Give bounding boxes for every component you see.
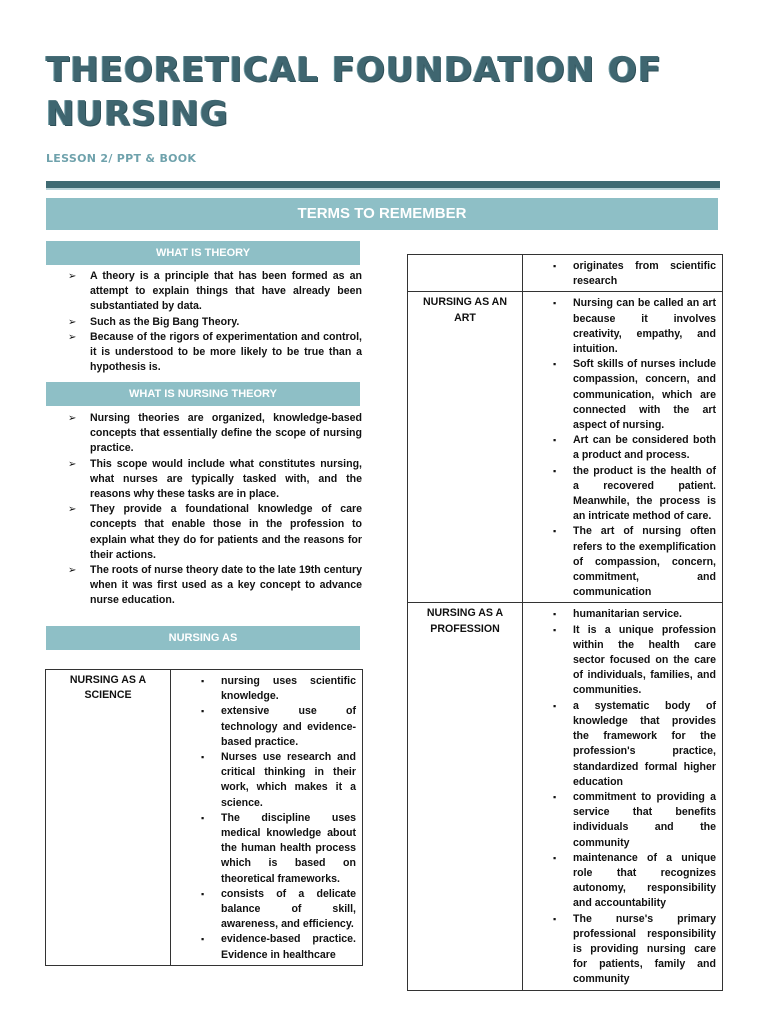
list-item: ▪ Art can be considered both a product and process. <box>527 433 718 463</box>
continued-label <box>408 255 523 292</box>
nursing-as-header: NURSING AS <box>46 626 360 650</box>
continued-cell <box>523 255 723 292</box>
table-row <box>408 603 723 990</box>
list-item: ➢ They provide a foundational knowledge of care concepts that enable those in the profession to explain what they do for patients and the reasons for their actions. <box>46 502 362 563</box>
title-line-2: NURSING <box>46 94 229 134</box>
list-item: ▪ It is a unique profession within the health care sector focused on the care of individuals, families, and communities. <box>527 623 718 699</box>
science-label: NURSING AS A SCIENCE <box>46 670 171 966</box>
list-item: ▪ evidence-based practice. Evidence in healthcare <box>175 932 358 962</box>
list-item: ▪ consists of a delicate balance of skill, awareness, and efficiency. <box>175 887 358 933</box>
lesson-subtitle: LESSON 2/ PPT & BOOK <box>46 152 197 165</box>
table-row <box>408 292 723 603</box>
list-item: ➢ A theory is a principle that has been formed as an attempt to explain things that have already been substantiated by data. <box>46 269 362 315</box>
list-item: ▪ Soft skills of nurses include compassion, concern, and communication, which are connected with the art aspect of nursing. <box>527 357 718 433</box>
table-row <box>46 670 363 966</box>
profession-cell <box>523 603 723 990</box>
list-item: ➢ The roots of nurse theory date to the late 19th century when it was first used as a key concept to advance nurse education. <box>46 563 362 609</box>
science-cell <box>171 670 363 966</box>
divider-rule-light <box>46 188 720 190</box>
nursing-as-art-profession-table <box>407 254 723 991</box>
list-item: ➢ Such as the Big Bang Theory. <box>46 315 362 330</box>
what-is-theory-header: WHAT IS THEORY <box>46 241 360 265</box>
page-title <box>46 48 746 136</box>
nursing-as-science-table <box>45 669 363 966</box>
theory-list <box>46 269 362 375</box>
list-item: ▪ commitment to providing a service that benefits individuals and the community <box>527 790 718 851</box>
list-item: ▪ humanitarian service. <box>527 607 718 622</box>
profession-label: NURSING AS A PROFESSION <box>408 603 523 990</box>
list-item: ➢ Because of the rigors of experimentation and control, it is understood to be more likely to be true than a hypothesis is. <box>46 330 362 376</box>
list-item: ▪ The nurse's primary professional responsibility is providing nursing care for patients, family and community <box>527 912 718 988</box>
nursing-theory-list <box>46 411 362 609</box>
list-item: ➢ This scope would include what constitutes nursing, what nurses are typically tasked with, and the reasons why these tasks are in place. <box>46 457 362 503</box>
art-label: NURSING AS AN ART <box>408 292 523 603</box>
what-is-nursing-theory-header: WHAT IS NURSING THEORY <box>46 382 360 406</box>
title-line-1: THEORETICAL FOUNDATION OF <box>46 50 663 90</box>
table-row <box>408 255 723 292</box>
list-item: ▪ Nurses use research and critical thinking in their work, which makes it a science. <box>175 750 358 811</box>
list-item: ▪ originates from scientific research <box>527 259 718 289</box>
list-item: ▪ the product is the health of a recovered patient. Meanwhile, the process is an intricate method of care. <box>527 464 718 525</box>
list-item: ▪ Nursing can be called an art because it involves creativity, empathy, and intuition. <box>527 296 718 357</box>
list-item: ▪ nursing uses scientific knowledge. <box>175 674 358 704</box>
divider-rule <box>46 181 720 188</box>
list-item: ▪ The art of nursing often refers to the exemplification of compassion, concern, commitment, and communication <box>527 524 718 600</box>
list-item: ▪ maintenance of a unique role that recognizes autonomy, responsibility and accountability <box>527 851 718 912</box>
terms-to-remember-header: TERMS TO REMEMBER <box>46 198 718 230</box>
list-item: ▪ extensive use of technology and evidence-based practice. <box>175 704 358 750</box>
list-item: ▪ The discipline uses medical knowledge about the human health process which is based on theoretical frameworks. <box>175 811 358 887</box>
art-cell <box>523 292 723 603</box>
list-item: ▪ a systematic body of knowledge that provides the framework for the profession's practice, standardized formal higher education <box>527 699 718 790</box>
list-item: ➢ Nursing theories are organized, knowledge-based concepts that essentially define the scope of nursing practice. <box>46 411 362 457</box>
